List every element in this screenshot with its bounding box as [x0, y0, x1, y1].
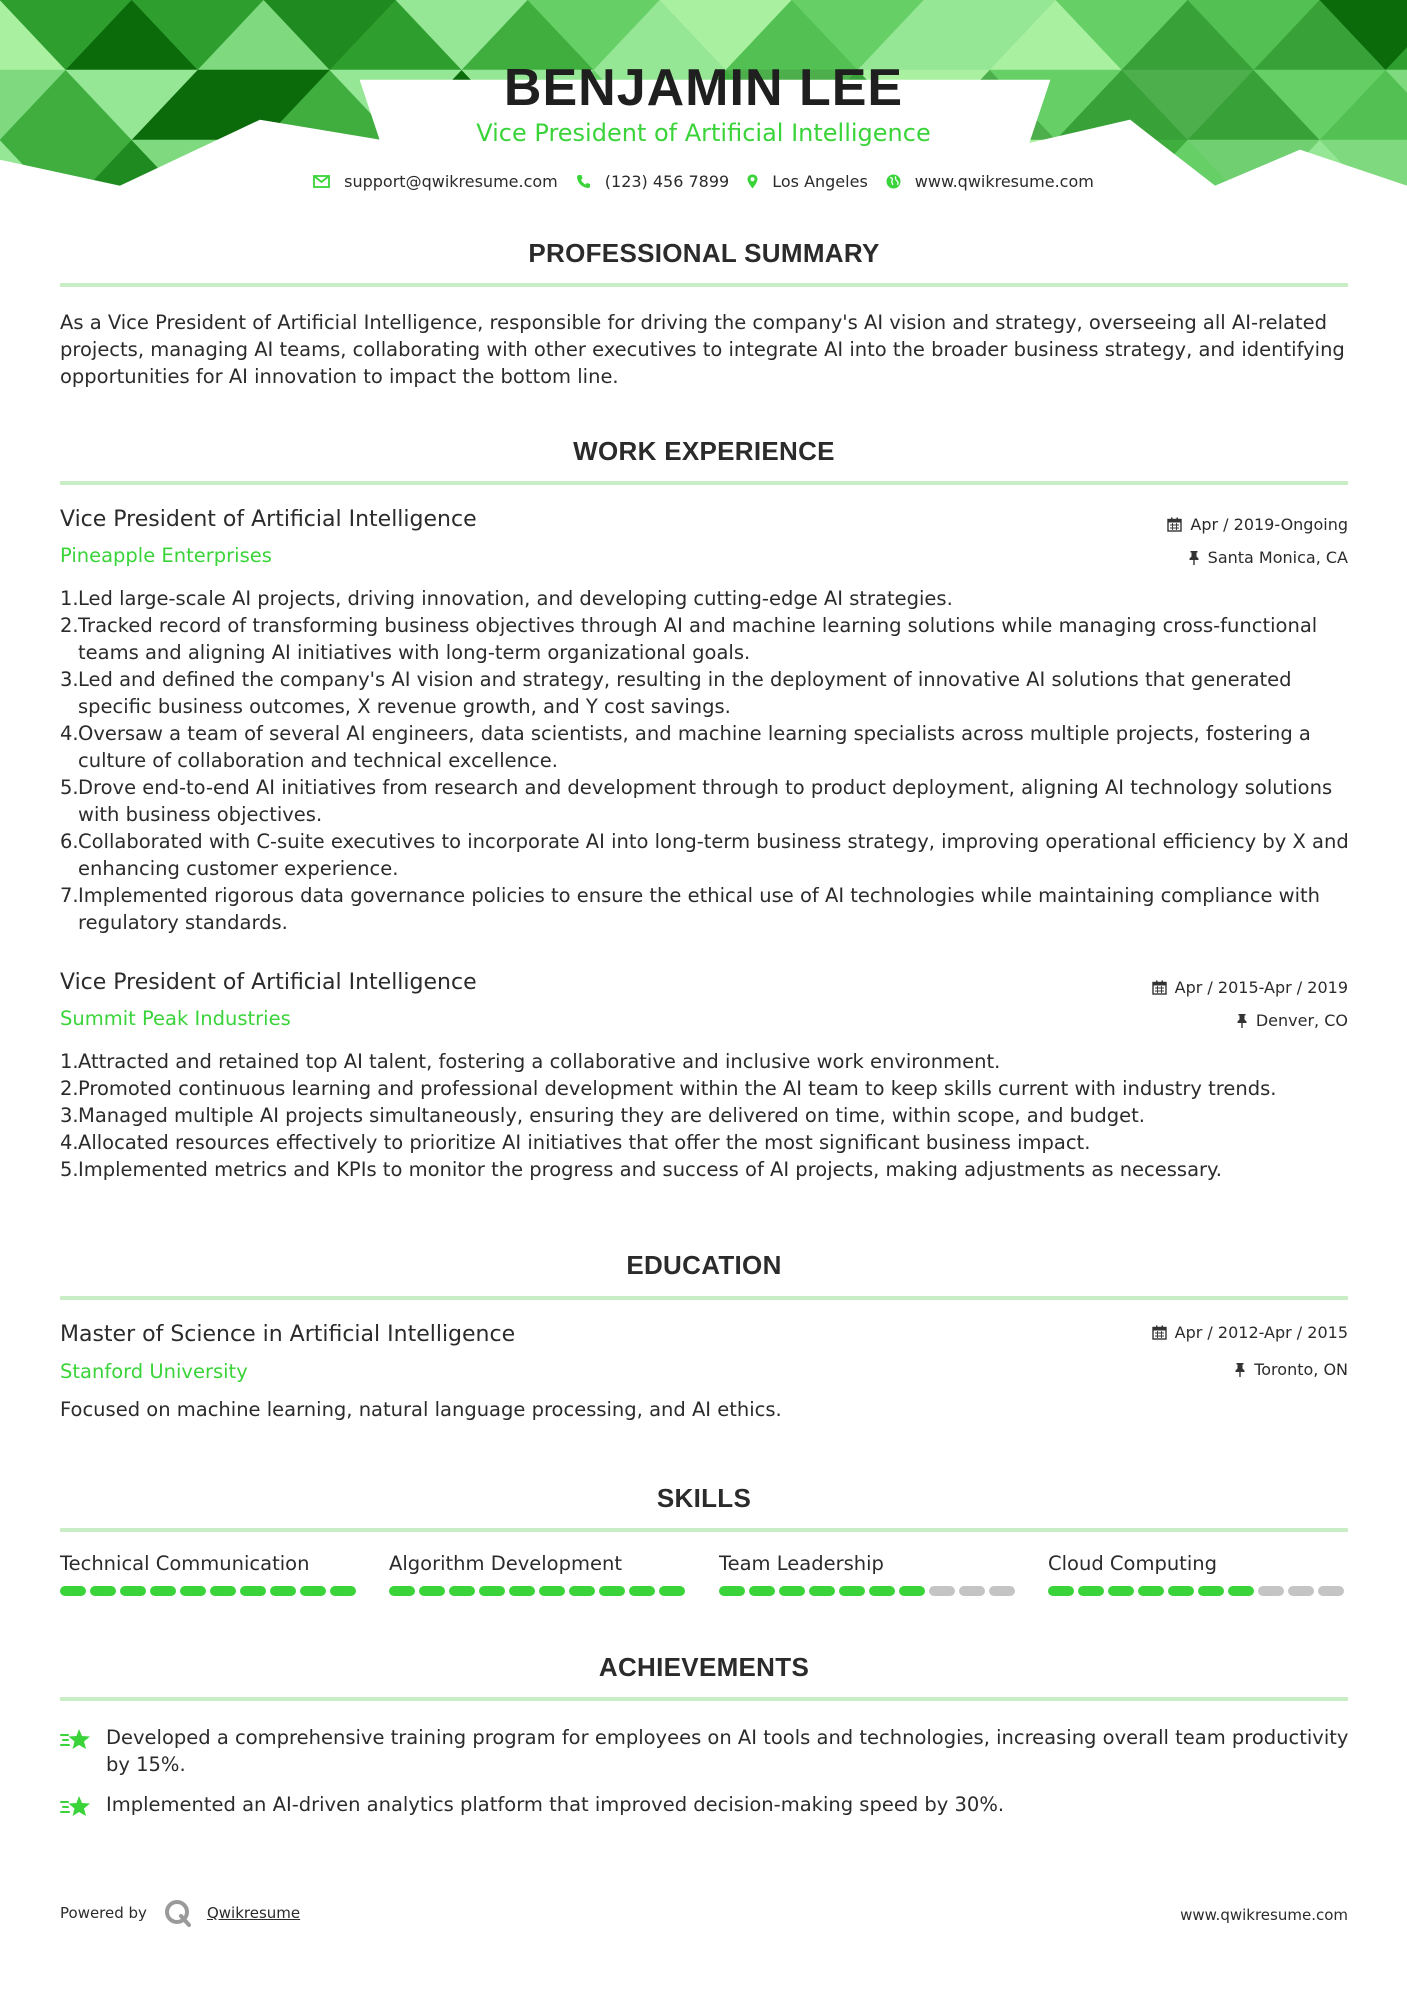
skill-dot-filled	[150, 1586, 176, 1596]
skill-dot-filled	[300, 1586, 326, 1596]
contact-location	[747, 172, 868, 191]
job-2-location-text: Denver, CO	[1255, 1011, 1348, 1030]
achievement-text: Implemented an AI-driven analytics platform that improved decision-making speed by 30%.	[106, 1793, 1005, 1816]
envelope-icon	[313, 175, 330, 188]
education-school: Stanford University	[60, 1360, 248, 1383]
skill-dot-filled	[449, 1586, 475, 1596]
powered-by-label: Powered by	[60, 1904, 147, 1922]
skill-dot-filled	[719, 1586, 745, 1596]
skill-dot-filled	[869, 1586, 895, 1596]
list-item: Oversaw a team of several AI engineers, data scientists, and machine learning specialists across multiple projects, fostering a culture of collaboration and technical excellence.	[78, 722, 1311, 772]
skill-dot-filled	[899, 1586, 925, 1596]
skill-dot-filled	[240, 1586, 266, 1596]
skill-dot-filled	[539, 1586, 565, 1596]
skill-item	[719, 1552, 1019, 1596]
phone-icon	[576, 174, 591, 189]
education-location-text: Toronto, ON	[1254, 1360, 1348, 1379]
skill-dot-filled	[1108, 1586, 1134, 1596]
summary-text: As a Vice President of Artificial Intelligence, responsible for driving the company's AI vision and strategy, overseeing all AI-related projects, managing AI teams, collaborating with other executives to integrate AI into the broader business strategy, and identifying opportunities for AI innovation to impact the bottom line.	[60, 311, 1345, 388]
job-1-role: Vice President of Artificial Intelligence	[60, 507, 477, 532]
skill-dot-filled	[1168, 1586, 1194, 1596]
job-1-location	[1188, 548, 1348, 567]
skill-dot-filled	[120, 1586, 146, 1596]
skill-dot-filled	[629, 1586, 655, 1596]
skill-item	[1048, 1552, 1348, 1596]
skill-dot-filled	[419, 1586, 445, 1596]
education-description: Focused on machine learning, natural language processing, and AI ethics.	[60, 1398, 782, 1421]
skill-name: Team Leadership	[719, 1552, 884, 1575]
skill-item	[60, 1552, 360, 1596]
job-2-company: Summit Peak Industries	[60, 1007, 291, 1030]
education-heading: EDUCATION	[626, 1250, 782, 1280]
skill-dot-filled	[479, 1586, 505, 1596]
job-2-dates	[1152, 978, 1348, 997]
skill-item	[389, 1552, 689, 1596]
qwikresume-link[interactable]: Qwikresume	[206, 1904, 301, 1922]
skill-dot-filled	[330, 1586, 356, 1596]
skill-dot-filled	[1138, 1586, 1164, 1596]
footer-url[interactable]: www.qwikresume.com	[1180, 1906, 1348, 1924]
skill-dot-filled	[569, 1586, 595, 1596]
list-item: Implemented metrics and KPIs to monitor the progress and success of AI projects, making adjustments as necessary.	[78, 1158, 1223, 1181]
list-item: Drove end-to-end AI initiatives from research and development through to product deployment, aligning AI technology solutions with business objectives.	[78, 776, 1333, 826]
contact-phone[interactable]	[576, 172, 729, 191]
skills-divider	[60, 1528, 1348, 1532]
skill-dot-filled	[90, 1586, 116, 1596]
job-2-location	[1236, 1011, 1348, 1030]
calendar-icon	[1152, 980, 1167, 995]
skill-dot-empty	[929, 1586, 955, 1596]
education-dates-text: Apr / 2012-Apr / 2015	[1174, 1323, 1348, 1342]
calendar-icon	[1152, 1325, 1167, 1340]
education-location	[1234, 1360, 1348, 1379]
skill-dot-filled	[210, 1586, 236, 1596]
list-item: Attracted and retained top AI talent, fostering a collaborative and inclusive work environment.	[78, 1050, 1001, 1073]
list-item: Led large-scale AI projects, driving innovation, and developing cutting-edge AI strategies.	[78, 587, 953, 610]
experience-divider	[60, 481, 1348, 485]
list-item: Tracked record of transforming business objectives through AI and machine learning solutions while managing cross-functional teams and aligning AI initiatives with long-term organizational goals.	[78, 614, 1318, 664]
list-item: Collaborated with C-suite executives to incorporate AI into long-term business strategy, improving operational efficiency by X and enhancing customer experience.	[78, 830, 1349, 880]
skill-dot-filled	[839, 1586, 865, 1596]
job-1-dates-text: Apr / 2019-Ongoing	[1190, 515, 1348, 534]
shooting-star-icon	[60, 1793, 94, 1821]
skill-dot-filled	[809, 1586, 835, 1596]
skill-rating	[389, 1586, 689, 1596]
pin-icon	[1236, 1013, 1248, 1028]
skill-dot-filled	[779, 1586, 805, 1596]
contact-website[interactable]	[886, 172, 1094, 191]
skill-dot-filled	[1078, 1586, 1104, 1596]
shooting-star-icon	[60, 1726, 94, 1754]
skill-dot-filled	[180, 1586, 206, 1596]
summary-heading: PROFESSIONAL SUMMARY	[528, 238, 880, 268]
list-item: Managed multiple AI projects simultaneously, ensuring they are delivered on time, within scope, and budget.	[78, 1104, 1146, 1127]
skill-dot-filled	[389, 1586, 415, 1596]
contact-website-text: www.qwikresume.com	[914, 172, 1094, 191]
contact-email[interactable]	[313, 172, 558, 191]
summary-divider	[60, 283, 1348, 287]
job-2-role: Vice President of Artificial Intelligence	[60, 970, 477, 995]
job-2-dates-text: Apr / 2015-Apr / 2019	[1174, 978, 1348, 997]
contact-email-text: support@qwikresume.com	[344, 172, 558, 191]
achievement-text: Developed a comprehensive training program for employees on AI tools and technologies, increasing overall team productivity by 15%.	[106, 1726, 1349, 1776]
education-degree: Master of Science in Artificial Intelligence	[60, 1322, 516, 1347]
skill-rating	[719, 1586, 1019, 1596]
skill-dot-filled	[659, 1586, 685, 1596]
skill-rating	[60, 1586, 360, 1596]
pin-icon	[1234, 1362, 1246, 1377]
education-divider	[60, 1296, 1348, 1300]
map-marker-icon	[747, 174, 758, 189]
skill-dot-filled	[1048, 1586, 1074, 1596]
achievements-heading: ACHIEVEMENTS	[598, 1652, 810, 1682]
skill-name: Cloud Computing	[1048, 1552, 1217, 1575]
skill-dot-empty	[1258, 1586, 1284, 1596]
skill-dot-filled	[749, 1586, 775, 1596]
contact-location-text: Los Angeles	[772, 172, 868, 191]
contact-phone-text: (123) 456 7899	[604, 172, 730, 191]
skills-heading: SKILLS	[656, 1483, 752, 1513]
list-item: Promoted continuous learning and professional development within the AI team to keep skills current with industry trends.	[78, 1077, 1277, 1100]
job-1-bullets	[60, 585, 1350, 936]
qwikresume-logo-icon	[163, 1898, 193, 1928]
skill-dot-filled	[270, 1586, 296, 1596]
pin-icon	[1188, 550, 1200, 565]
list-item: Led and defined the company's AI vision and strategy, resulting in the deployment of innovative AI solutions that generated specific business outcomes, X revenue growth, and Y cost savings.	[78, 668, 1292, 718]
skill-dot-filled	[509, 1586, 535, 1596]
skill-dot-empty	[989, 1586, 1015, 1596]
list-item: Implemented rigorous data governance policies to ensure the ethical use of AI technologies while maintaining compliance with regulatory standards.	[78, 884, 1321, 934]
skill-dot-empty	[959, 1586, 985, 1596]
skill-dot-filled	[599, 1586, 625, 1596]
education-dates	[1152, 1323, 1348, 1342]
achievement-item	[60, 1791, 1350, 1821]
job-2-bullets	[60, 1048, 1350, 1183]
skill-dot-filled	[1228, 1586, 1254, 1596]
globe-icon	[886, 174, 901, 189]
job-1-dates	[1167, 515, 1348, 534]
skill-dot-filled	[60, 1586, 86, 1596]
list-item: Allocated resources effectively to prioritize AI initiatives that offer the most significant business impact.	[78, 1131, 1091, 1154]
contact-bar	[0, 172, 1407, 191]
skill-dot-filled	[1198, 1586, 1224, 1596]
skill-name: Technical Communication	[60, 1552, 310, 1575]
skill-dot-empty	[1288, 1586, 1314, 1596]
candidate-title: Vice President of Artificial Intelligence	[476, 119, 931, 147]
job-1-location-text: Santa Monica, CA	[1207, 548, 1348, 567]
achievement-item	[60, 1724, 1350, 1778]
experience-heading: WORK EXPERIENCE	[573, 436, 835, 466]
achievements-divider	[60, 1697, 1348, 1701]
calendar-icon	[1167, 517, 1182, 532]
job-1-company: Pineapple Enterprises	[60, 544, 272, 567]
skill-rating	[1048, 1586, 1348, 1596]
skill-dot-empty	[1318, 1586, 1344, 1596]
footer-powered-by	[60, 1898, 300, 1928]
skill-name: Algorithm Development	[389, 1552, 622, 1575]
candidate-name: BENJAMIN LEE	[503, 59, 904, 117]
